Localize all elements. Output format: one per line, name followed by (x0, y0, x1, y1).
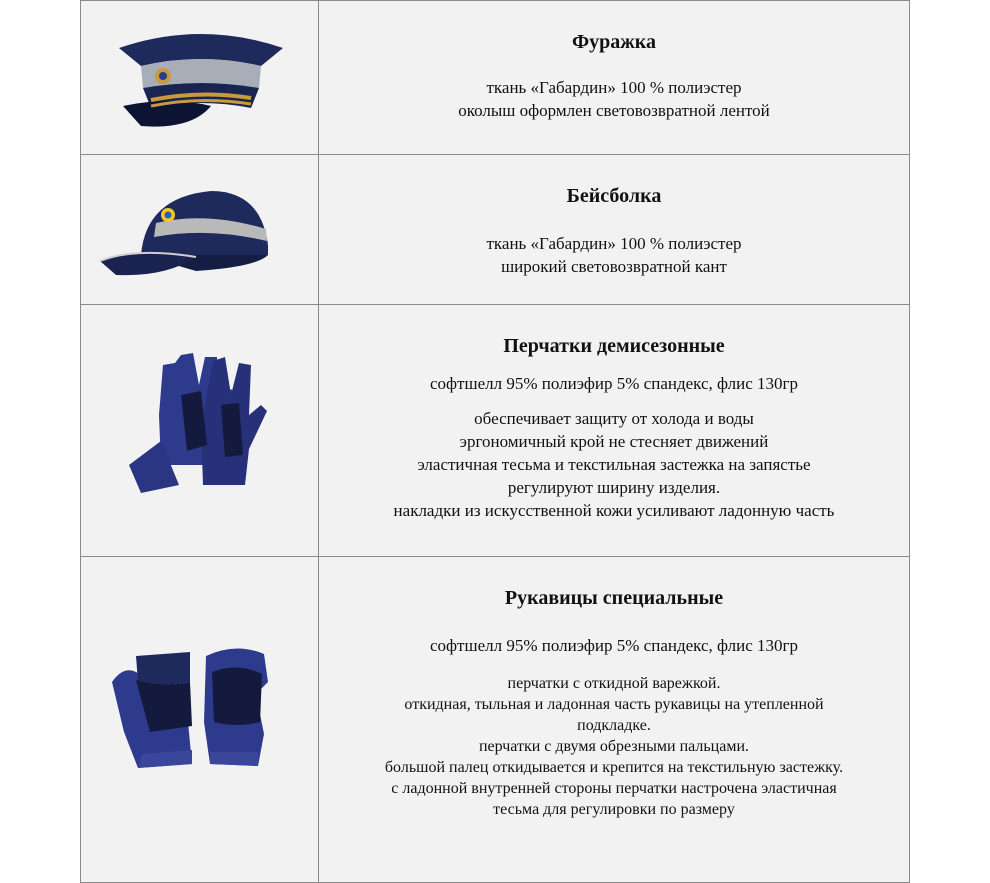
baseball-cap-image (96, 185, 296, 285)
spec-line: перчатки с откидной варежкой. (507, 675, 721, 692)
spec-line: откидная, тыльная и ладонная часть рукавицы на утепленной (404, 696, 824, 713)
item-title: Перчатки демисезонные (503, 335, 725, 357)
spec-line: тесьма для регулировки по размеру (493, 801, 735, 818)
spec-line: с ладонной внутренней стороны перчатки настрочена эластичная (391, 780, 837, 797)
description-cell (319, 305, 910, 557)
spec-line: ткань «Габардин» 100 % полиэстер (486, 78, 742, 97)
product-table (80, 0, 910, 883)
spec-line: подкладке. (577, 717, 651, 734)
table-row (81, 557, 910, 883)
spec-line: эргономичный крой не стесняет движений (459, 432, 769, 451)
gloves-image (121, 345, 281, 495)
image-cell (81, 155, 319, 305)
spec-line: накладки из искусственной кожи усиливают ладонную часть (393, 501, 835, 520)
material-line: софтшелл 95% полиэфир 5% спандекс, флис 130гр (430, 636, 798, 655)
table-row (81, 1, 910, 155)
spec-line: ткань «Габардин» 100 % полиэстер (486, 234, 742, 253)
spec-line: эластичная тесьма и текстильная застежка на запястье (417, 455, 811, 474)
item-title: Фуражка (571, 31, 657, 53)
spec-line: обеспечивает защиту от холода и воды (474, 409, 754, 428)
mittens-image (106, 642, 286, 772)
item-title: Бейсболка (566, 185, 662, 207)
description-cell (319, 155, 910, 305)
spec-line: большой палец откидывается и крепится на текстильную застежку. (384, 759, 844, 776)
item-title: Рукавицы специальные (504, 587, 724, 609)
spec-line: регулируют ширину изделия. (507, 478, 721, 497)
spec-line: околыш оформлен световозвратной лентой (458, 101, 770, 120)
image-cell (81, 305, 319, 557)
spec-line: перчатки с двумя обрезными пальцами. (478, 738, 750, 755)
material-line: софтшелл 95% полиэфир 5% спандекс, флис 130гр (430, 374, 798, 393)
table-row (81, 155, 910, 305)
image-cell (81, 1, 319, 155)
table-row (81, 305, 910, 557)
spec-line: широкий световозвратной кант (501, 257, 727, 276)
description-cell (319, 1, 910, 155)
image-cell (81, 557, 319, 883)
description-cell (319, 557, 910, 883)
service-cap-image (111, 26, 291, 136)
